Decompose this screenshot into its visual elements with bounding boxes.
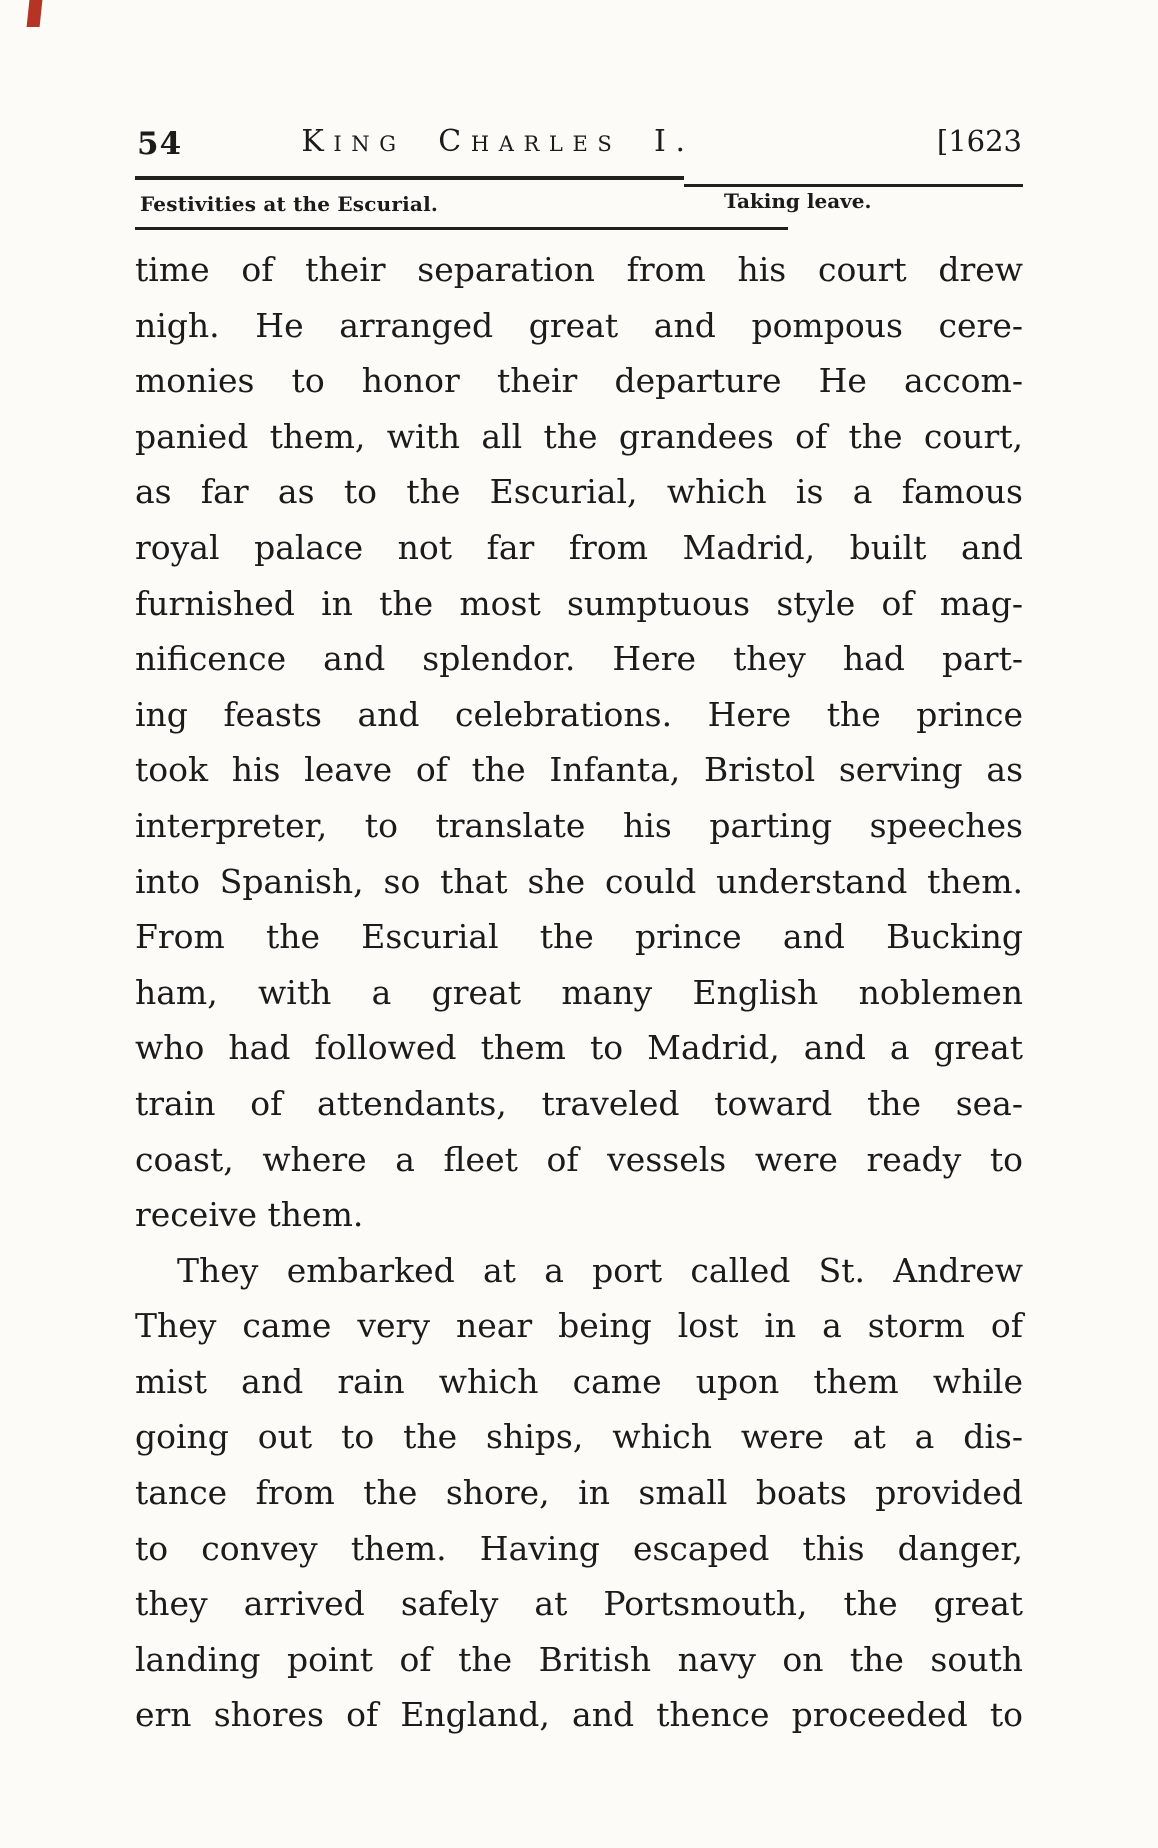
text-line: ern shores of England, and thence proceeded to [135, 1695, 1023, 1735]
header-rule-right [684, 184, 1023, 187]
text-line: panied them, with all the grandees of the court, [135, 416, 1023, 456]
text-line: time of their separation from his court drew [135, 250, 1023, 289]
text-line: From the Escurial the prince and Bucking [135, 917, 1023, 957]
text-line: to convey them. Having escaped this danger, [135, 1528, 1023, 1568]
text-line: mist and rain which came upon them while [135, 1361, 1023, 1401]
text-line: furnished in the most sumptuous style of mag- [135, 583, 1023, 623]
text-line: into Spanish, so that she could understand them. [135, 861, 1023, 901]
text-line: as far as to the Escurial, which is a famous [135, 472, 1023, 512]
caption-left: Festivities at the Escurial. [140, 192, 439, 216]
text-line: they arrived safely at Portsmouth, the great [135, 1584, 1023, 1624]
text-line-paragraph-end: receive them. [135, 1195, 364, 1235]
text-line: tance from the shore, in small boats provided [135, 1473, 1023, 1513]
text-line: ing feasts and celebrations. Here the prince [135, 694, 1023, 734]
scan-artifact-red-mark [27, 0, 43, 27]
text-line: coast, where a fleet of vessels were ready to [135, 1139, 1023, 1179]
page-number: 54 [137, 126, 183, 162]
header-rule-left [135, 176, 684, 180]
text-line: who had followed them to Madrid, and a great [135, 1028, 1023, 1068]
text-line-paragraph-start: They embarked at a port called St. Andrew [177, 1250, 1023, 1290]
text-line: They came very near being lost in a storm of [135, 1306, 1023, 1346]
text-line: monies to honor their departure He accom- [135, 361, 1023, 401]
text-line: going out to the ships, which were at a dis- [135, 1417, 1023, 1457]
text-line: took his leave of the Infanta, Bristol serving as [135, 750, 1023, 790]
body-text [135, 242, 1023, 1743]
text-line: royal palace not far from Madrid, built and [135, 527, 1023, 567]
header-year: [1623 [936, 124, 1022, 158]
text-line: ham, with a great many English noblemen [135, 972, 1023, 1012]
caption-right: Taking leave. [724, 189, 872, 213]
text-line: interpreter, to translate his parting speeches [135, 805, 1023, 845]
text-line: nigh. He arranged great and pompous cere- [135, 305, 1023, 345]
text-line: train of attendants, traveled toward the sea- [135, 1083, 1023, 1123]
caption-rule [135, 227, 788, 230]
text-line: nificence and splendor. Here they had part- [135, 639, 1023, 679]
text-line: landing point of the British navy on the south [135, 1639, 1023, 1679]
running-header-title: King Charles I. [301, 124, 695, 159]
